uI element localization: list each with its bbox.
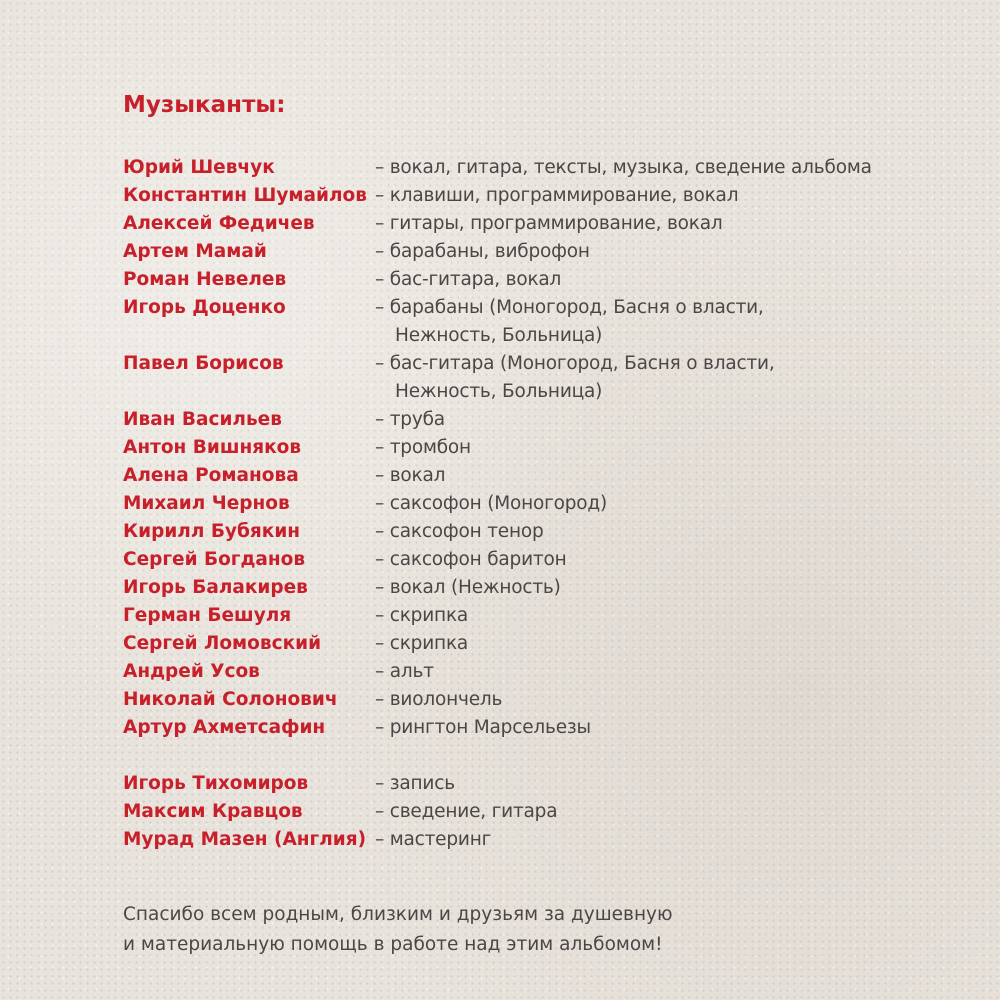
credit-role-line: – саксофон тенор [375, 521, 544, 542]
credit-role-line: Нежность, Больница) [395, 381, 603, 402]
credit-row [123, 630, 983, 658]
thanks-line: Спасибо всем родным, близким и друзьям за душевную [123, 904, 673, 925]
credit-role-line: – сведение, гитара [375, 801, 558, 822]
credit-role-line: – запись [375, 773, 455, 794]
credit-row [123, 266, 983, 294]
credits-list [123, 154, 983, 854]
credit-row [123, 518, 983, 546]
credit-name: Сергей Богданов [123, 549, 306, 570]
credit-role-line: – клавиши, программирование, вокал [375, 185, 739, 206]
credit-name: Игорь Тихомиров [123, 773, 309, 794]
section-gap [123, 742, 983, 770]
credit-role [375, 238, 590, 266]
credit-name: Антон Вишняков [123, 437, 302, 458]
credit-role [375, 602, 468, 630]
credit-role [375, 406, 445, 434]
page-title: Музыканты: [123, 92, 286, 118]
credit-role-line: – тромбон [375, 437, 471, 458]
credit-row [123, 406, 983, 434]
credit-name: Алексей Федичев [123, 213, 315, 234]
credit-row [123, 182, 983, 210]
thanks-note [123, 900, 673, 960]
production-list [123, 770, 983, 854]
credit-role [375, 546, 567, 574]
thanks-line: и материальную помощь в работе над этим альбомом! [123, 934, 663, 955]
credit-role [375, 826, 491, 854]
credit-row [123, 350, 983, 406]
credit-row [123, 210, 983, 238]
musicians-list [123, 154, 983, 742]
credit-role [375, 350, 775, 406]
credit-role-line: – саксофон баритон [375, 549, 567, 570]
credit-name: Кирилл Бубякин [123, 521, 301, 542]
credit-role [375, 434, 471, 462]
credit-role [375, 798, 557, 826]
credit-row [123, 658, 983, 686]
credit-role-line: – виолончель [375, 689, 503, 710]
credit-row [123, 434, 983, 462]
credit-role [375, 658, 434, 686]
credit-row [123, 294, 983, 350]
credit-row [123, 574, 983, 602]
credit-name: Артем Мамай [123, 241, 267, 262]
credit-role-line: – бас-гитара, вокал [375, 269, 562, 290]
credit-row [123, 462, 983, 490]
credit-name: Юрий Шевчук [123, 157, 275, 178]
credit-name: Константин Шумайлов [123, 185, 367, 206]
credit-name: Герман Бешуля [123, 605, 292, 626]
credit-role [375, 154, 872, 182]
credit-row [123, 546, 983, 574]
credit-role-line: – альт [375, 661, 434, 682]
credit-role [375, 210, 723, 238]
credit-name: Андрей Усов [123, 661, 260, 682]
credit-role [375, 574, 561, 602]
credit-name: Иван Васильев [123, 409, 282, 430]
credit-role-line: – барабаны, виброфон [375, 241, 590, 262]
credit-role [375, 462, 445, 490]
credit-role-line: – скрипка [375, 633, 469, 654]
credit-row [123, 238, 983, 266]
credit-role-line: – вокал, гитара, тексты, музыка, сведение альбома [375, 157, 872, 178]
credit-role [375, 266, 561, 294]
credit-name: Роман Невелев [123, 269, 287, 290]
credit-row [123, 826, 983, 854]
credit-name: Мурад Мазен (Англия) [123, 829, 367, 850]
credit-role-line: Нежность, Больница) [395, 325, 603, 346]
credit-row [123, 770, 983, 798]
credit-name: Игорь Доценко [123, 297, 286, 318]
credit-role-line: – вокал [375, 465, 446, 486]
credit-role [375, 770, 455, 798]
credit-name: Артур Ахметсафин [123, 717, 326, 738]
credit-row [123, 686, 983, 714]
credit-role-line: – рингтон Марсельезы [375, 717, 591, 738]
credit-row [123, 714, 983, 742]
credit-row [123, 154, 983, 182]
credit-row [123, 490, 983, 518]
credit-name: Игорь Балакирев [123, 577, 308, 598]
credit-role-line: – барабаны (Моногород, Басня о власти, [375, 297, 764, 318]
credit-role [375, 490, 607, 518]
credit-role-line: – бас-гитара (Моногород, Басня о власти, [375, 353, 775, 374]
credit-role [375, 182, 738, 210]
credit-name: Сергей Ломовский [123, 633, 322, 654]
credit-role-line: – скрипка [375, 605, 469, 626]
credit-name: Максим Кравцов [123, 801, 303, 822]
credit-role-line: – труба [375, 409, 445, 430]
credit-role-line: – мастеринг [375, 829, 492, 850]
credit-role-line: – вокал (Нежность) [375, 577, 561, 598]
credit-role-line: – гитары, программирование, вокал [375, 213, 723, 234]
credit-name: Николай Солонович [123, 689, 338, 710]
credit-role [375, 630, 468, 658]
credit-role [375, 714, 591, 742]
credit-row [123, 602, 983, 630]
credit-row [123, 798, 983, 826]
credit-name: Павел Борисов [123, 353, 284, 374]
credit-role [375, 686, 502, 714]
credit-name: Михаил Чернов [123, 493, 290, 514]
credit-role [375, 518, 544, 546]
credit-role [375, 294, 764, 350]
credit-name: Алена Романова [123, 465, 299, 486]
credit-role-line: – саксофон (Моногород) [375, 493, 608, 514]
